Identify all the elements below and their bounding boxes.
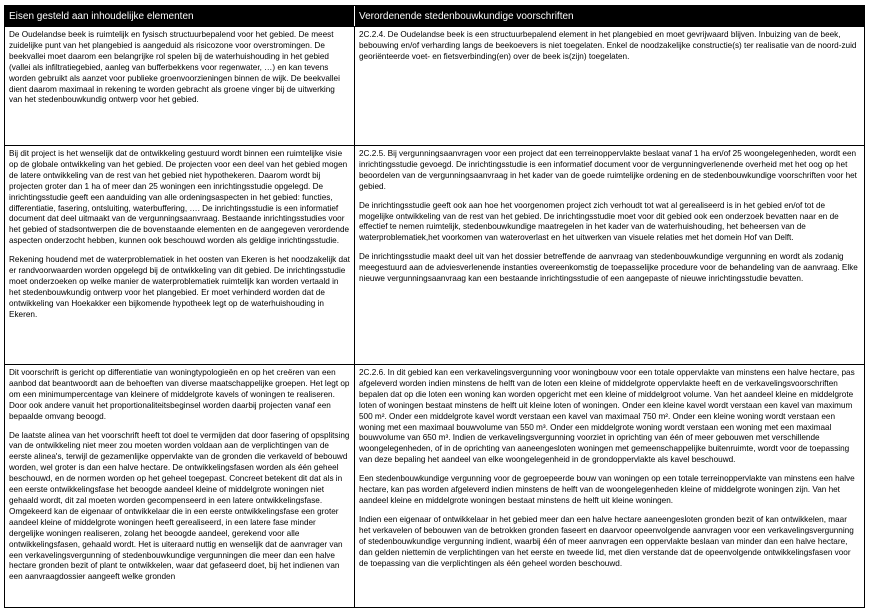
requirements-cell	[5, 146, 355, 364]
paragraph: De laatste alinea van het voorschrift heeft tot doel te vermijden dat door fasering of opsplitsing van de ontwikkeling niet meer zou moeten worden voldaan aan de verplichtingen van de eerste alinea's, terwijl de gezamenlijke oppervlakte van de gronden die verkaveld of bebouwd worden, wel groter is dan een halve hectare. De ontwikkelingsfasen worden als één geheel beschouwd, en de normen worden op het geheel toegepast. Concreet betekent dit dat als in een eerste ontwikkelingsfase het beoogde aandeel kleine of middelgrote woningen niet gehaald wordt, dit zal moeten worden gecompenseerd in een latere ontwikkelingsfase. Omgekeerd kan de eigenaar of ontwikkelaar die in een eerste ontwikkelingsfase een groter aandeel kleine of middelgrote woningen heeft gerealiseerd, in een latere fase minder dergelijke woningen realiseren, zolang het beoogde aandeel, gerekend voor alle ontwikkelingsfasen, gehaald wordt. Het is uiteraard nuttig en wenselijk dat de aanvrager van een verkavelingsvergunning of stedenbouwkundige vergunningen die meer dan een halve hectare gronden bezit of plant te ontwikkelen, waar dat gefaseerd doet, bij het indienen van een aanvraagdossier aangeeft welke gronden	[9, 430, 350, 582]
header-left: Eisen gesteld aan inhoudelijke elementen	[5, 6, 355, 26]
paragraph: De inrichtingsstudie geeft ook aan hoe het voorgenomen project zich verhoudt tot wat al gerealiseerd is in het gebied en/of tot de mogelijke ontwikkeling van de rest van het gebied. De inrichtingsstudie moet voor dit gebied ook een onderzoek bevatten naar en de effectief te nemen ruimtelijk, stedenbouwkundige maatregelen in het kader van de waterhuishouding, het beheersen van de waterproblematiek,het voorkomen van wateroverlast en het uitwerken van visuele relaties met het domein Hof van Delft.	[359, 200, 839, 243]
header-right: Verordenende stedenbouwkundige voorschriften	[359, 10, 574, 22]
regulation-cell	[355, 146, 864, 364]
regulations-table	[4, 5, 865, 608]
paragraph: De Oudelandse beek is ruimtelijk en fysisch structuurbepalend voor het gebied. De meest zuidelijke punt van het plangebied is aangeduid als risicozone voor overstromingen. De beekvallei moet daarom een belangrijke rol spelen bij de waterhuishouding in het gebied (vallei als infiltratiegebied, aanleg van bufferbekkens voor regenwater, …) en kan tevens worden gebruikt als aanzet voor publieke groenvoorzieningen binnen de wijk. De beekvallei dient daarom maximaal in rekening te worden gebracht als groene vinger bij de uitwerking van het stedenbouwkundig ontwerp voor het gebied.	[9, 30, 340, 105]
paragraph: Bij dit project is het wenselijk dat de ontwikkeling gestuurd wordt binnen een ruimtelijke visie op de globale ontwikkeling van het gebied. De projecten voor een deel van het gebied mogen de latere ontwikkeling van de rest van het gebied niet hypothekeren. Daarom wordt bij projecten groter dan 1 ha of meer dan 25 woningen een inrichtingsstudie opgelegd. De inrichtingsstudie geeft een aanduiding van alle ordeningsaspecten in het gebied: functies, differentiatie, fasering, ontsluiting, waterbuffering, …. De inrichtingsstudie is een informatief document dat deel uitmaakt van de vergunningsaanvraag. Bestaande inrichtingsstudies voor het gebied of stadsontwerpen die de bovenstaande elementen en de aangegeven verordende aspecten onderzocht hebben, kunnen ook beschouwd worden als geldige inrichtingsstudie.	[9, 149, 350, 246]
paragraph: 2C.2.6. In dit gebied kan een verkavelingsvergunning voor woningbouw voor een totale oppervlakte van minstens een halve hectare, pas afgeleverd worden indien minstens de helft van de loten een kleine of middelgrote oppervlakte heeft en de verkavelingsvoorschriften bepalen dat op die loten een woning kan worden opgericht met een kleine of middelgroot volume. Van het aandeel kleine en middelgrote loten of woningen bestaat minstens de helft uit kleine loten of woningen. Onder een kleine kavel wordt verstaan een kavel van maximum 500 m². Onder een middelgrote kavel wordt verstaan een kavel van maximaal 750 m². Onder een kleine woning wordt verstaan een woning met een maximaal bouwvolume van 550 m³. Onder een middelgrote woning wordt verstaan een woning met een maximaal bouwvolume van 650 m³. Indien de verkavelingsvergunning voorziet in oprichting van één of meer gebouwen met verschillende woongelegenheden, of in de oprichting van aaneengesloten woningen met gemeenschappelijke buitenruimte, wordt voor de toepassing van deze bepaling het aandeel van elke woongelegenheid in de grondoppervlakte als kavel beschouwd.	[359, 368, 855, 465]
requirements-cell	[5, 365, 355, 607]
table-row	[5, 145, 864, 364]
table-header	[5, 6, 864, 26]
paragraph: 2C.2.5. Bij vergunningsaanvragen voor een project dat een terreinoppervlakte beslaat vanaf 1 ha en/of 25 woongelegenheden, wordt een inrichtingsstudie gevoegd. De inrichtingsstudie is een informatief document voor de vergunningverlenende overheid met het oog op het beoordelen van de vergunningsaanvraag in het kader van de goede ruimtelijke ordening en de stedenbouwkundige voorschriften voor het gebied.	[359, 149, 857, 191]
paragraph: 2C.2.4. De Oudelandse beek is een structuurbepalend element in het plangebied en moet gevrijwaard blijven. Inbuizing van de beek, bebouwing en/of verharding langs de beekoevers is niet toegelaten. Enkel de noodzakelijke constructie(s) ter realisatie van de noord-zuid georiënteerde voet- en fietsverbinding(en) over de beek is(zijn) toegelaten.	[359, 30, 857, 61]
regulation-cell	[355, 27, 864, 145]
regulation-cell	[355, 365, 864, 607]
paragraph: Dit voorschrift is gericht op differentiatie van woningtypologieën en op het creëren van een aanbod dat beantwoordt aan de behoeften van diverse maatschappelijke groepen. Het legt op om een minimumpercentage van kleinere of middelgrote kavels of woningen te realiseren. Door ook andere vanuit het proportionaliteitsbeginsel worden daarbij projecten vanaf een bepaalde omvang beoogd.	[9, 368, 350, 421]
paragraph: Rekening houdend met de waterproblematiek in het oosten van Ekeren is het noodzakelijk dat er randvoorwaarden worden opgelegd bij de ontwikkeling van dit gebied. De inrichtingsstudie moet onderzoeken op welke manier de waterproblematiek ruimtelijk kan worden vertaald in het stedenbouwkundig ontwerp voor het plangebied. Er moet verhinderd worden dat de ontwikkeling van Hoekakker een bijkomende hypotheek legt op de waterhuishouding in Ekeren.	[9, 255, 350, 319]
paragraph: Een stedenbouwkundige vergunning voor de gegroepeerde bouw van woningen op een totale terreinoppervlakte van minstens een halve hectare, kan pas worden afgeleverd indien minstens de helft van de woongelegenheden kleine of middelgrote woningen zijn. Van het aandeel kleine en middelgrote woningen bestaat minstens de helft uit kleine woningen.	[359, 474, 855, 505]
requirements-cell	[5, 27, 355, 145]
table-row	[5, 26, 864, 145]
paragraph: De inrichtingsstudie maakt deel uit van het dossier betreffende de aanvraag van stedenbouwkundige vergunning en wordt als zodanig meegestuurd aan de adviesverlenende instanties overeenkomstig de toepasselijke procedure voor de behandeling van de aanvraag. Elke nieuwe vergunningsaanvraag kan een bestaande inrichtingsstudie of een aangepaste of nieuwe inrichtingsstudie bevatten.	[359, 252, 858, 284]
paragraph: Indien een eigenaar of ontwikkelaar in het gebied meer dan een halve hectare aaneengesloten gronden bezit of kan ontwikkelen, maar het verkavelen of bebouwen van de betrokken gronden faseert en daarvoor opeenvolgende aanvragen voor een verkavelingsvergunning of stedenbouwkundige vergunning indient, waarbij één of meer aanvragen een oppervlakte beslaan van minder dan een halve hectare, dan gelden niettemin de verplichtingen van het eerste en tweede lid, met dien verstande dat de opeenvolgende ontwikkelingsfasen voor de toepassing van die verplichtingen als één geheel worden beschouwd.	[359, 514, 854, 568]
table-row	[5, 364, 864, 607]
